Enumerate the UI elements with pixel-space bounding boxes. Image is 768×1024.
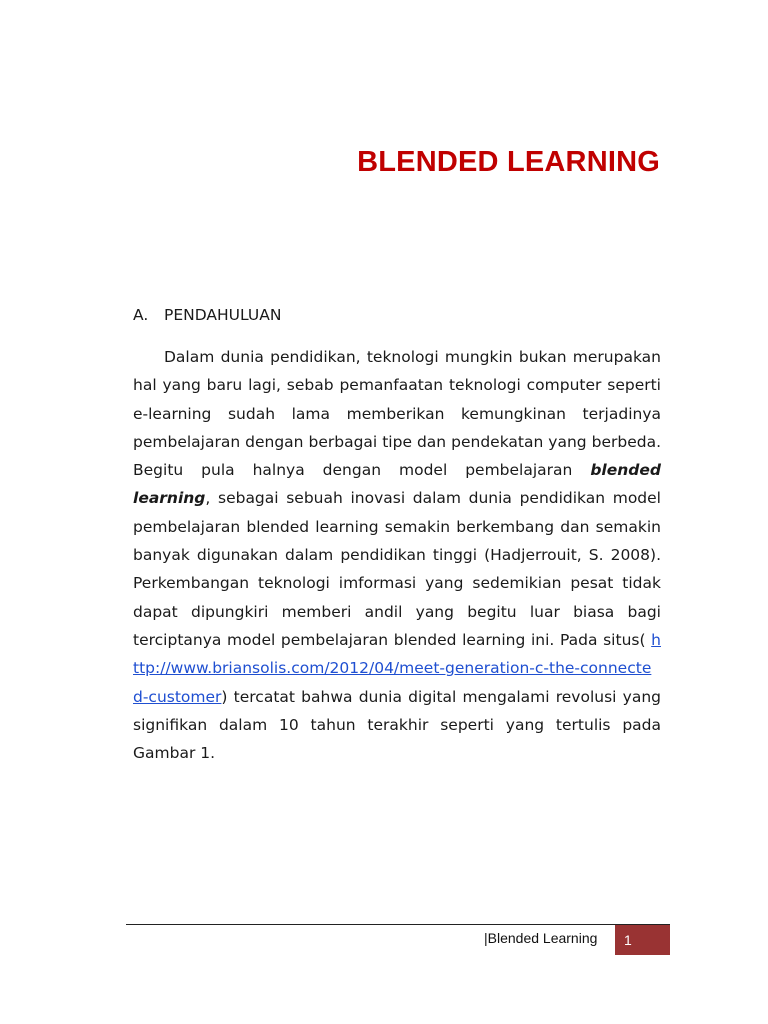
emphasis-blended-learning: blended learning (133, 461, 661, 508)
section-number: A. (133, 306, 149, 324)
briansolis-link[interactable]: http://www.briansolis.com/2012/04/meet-generation-c-the-connected-customer (133, 630, 661, 706)
section-heading-text: PENDAHULUAN (164, 306, 282, 324)
document-title: BLENDED LEARNING (357, 146, 660, 178)
paragraph-text-part1: Dalam dunia pendidikan, teknologi mungkin bukan merupakan hal yang baru lagi, sebab pemanfaatan teknologi computer seperti e-learning sudah lama memberikan kemungkinan terjadinya pembelajaran dengan berbagai tipe dan pendekatan yang berbeda. Begitu pula halnya dengan model pembelajaran (133, 348, 661, 480)
page-number-badge (615, 925, 670, 955)
footer-divider (126, 924, 670, 925)
paragraph-text-part2: , sebagai sebuah inovasi dalam dunia pendidikan model pembelajaran blended learning semakin berkembang dan semakin banyak digunakan dalam pendidikan tinggi (Hadjerrouit, S. 2008). Perkembangan teknologi imformasi yang sedemikian pesat tidak dapat dipungkiri memberi andil yang begitu luar biasa bagi terciptanya model pembelajaran blended learning ini. Pada situs( (133, 489, 661, 649)
page-number: 1 (624, 932, 632, 948)
footer-label: |Blended Learning (484, 930, 598, 946)
body-paragraph (133, 343, 661, 767)
section-heading (133, 306, 281, 324)
paragraph-text-part3: ) tercatat bahwa dunia digital mengalami revolusi yang signifikan dalam 10 tahun terakhir seperti yang tertulis pada Gambar 1. (133, 687, 661, 763)
